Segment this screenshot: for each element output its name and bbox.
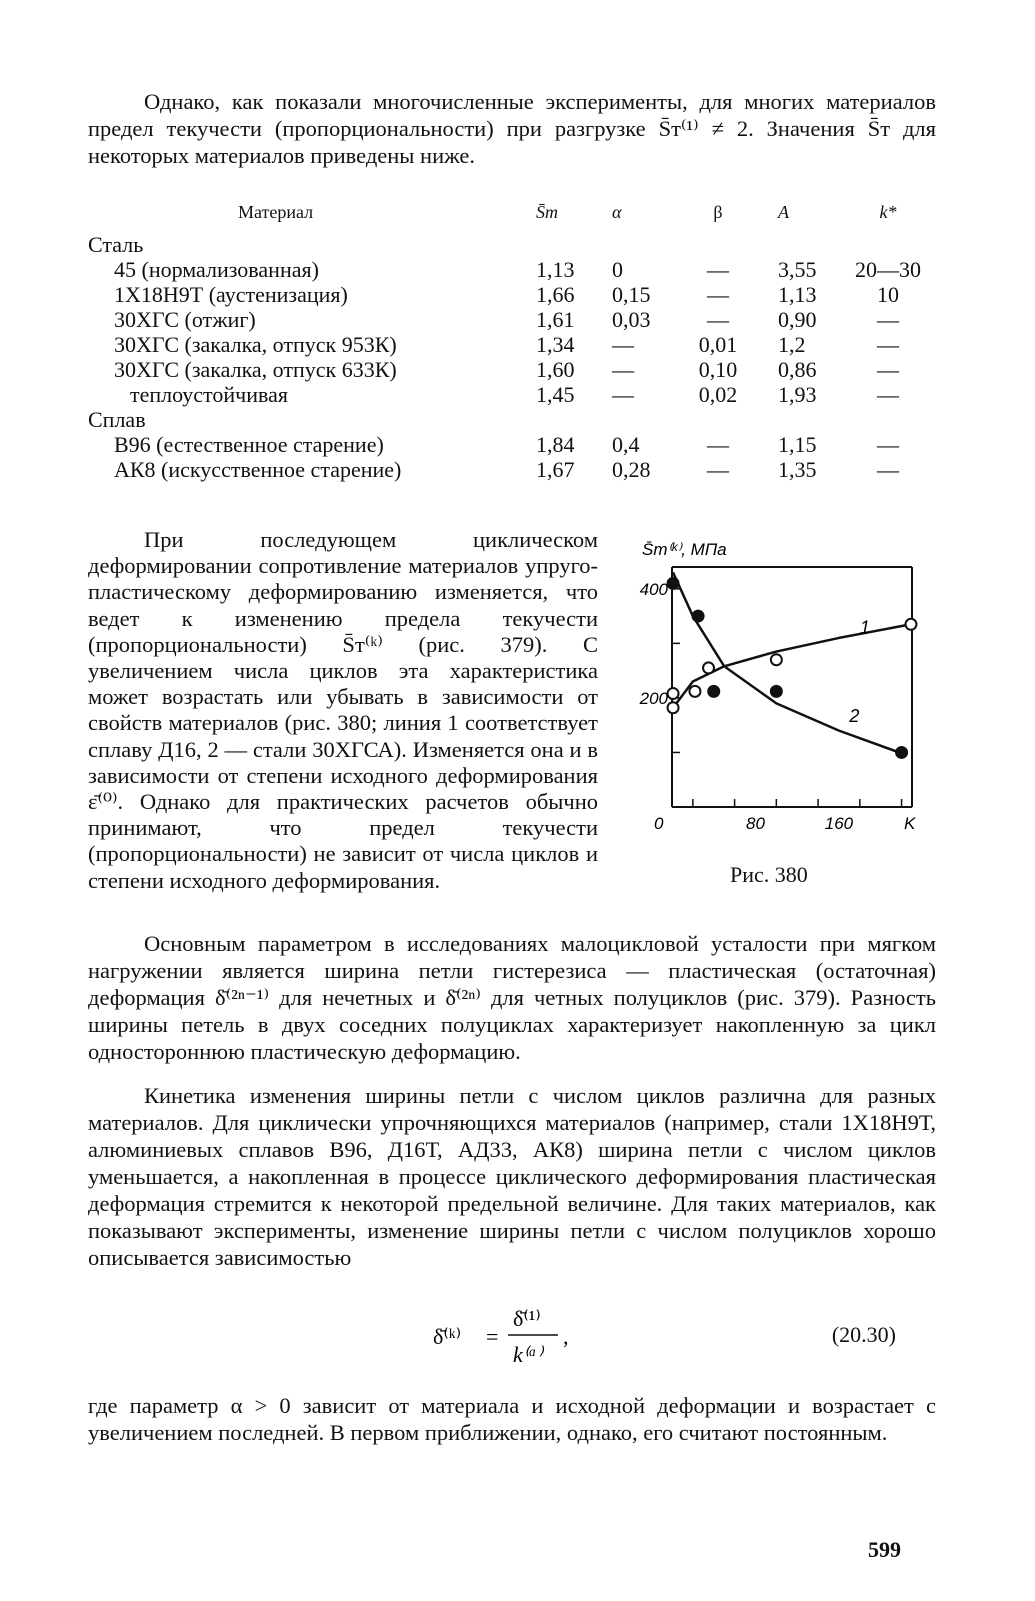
data-point-series-1 bbox=[668, 702, 679, 713]
table-group-title: Сплав bbox=[88, 407, 146, 432]
y-axis-label: S̄т⁽ᵏ⁾, МПа bbox=[642, 540, 727, 559]
x-tick-label: 80 bbox=[746, 814, 765, 833]
data-point-series-1 bbox=[668, 688, 679, 699]
header-alpha: α bbox=[612, 202, 622, 222]
header-st: S̄т bbox=[536, 202, 558, 222]
formula-comma: , bbox=[563, 1324, 569, 1349]
yield-limit-chart bbox=[620, 527, 940, 867]
table-row: 30ХГС (закалка, отпуск 633К) 1,60 — 0,10 0,86 — bbox=[114, 357, 899, 382]
chart-axes bbox=[672, 567, 912, 807]
table-row: 45 (нормализованная) 1,13 0 — 3,55 20—30 bbox=[114, 257, 921, 282]
header-k: k* bbox=[879, 202, 897, 222]
header-beta: β bbox=[713, 202, 723, 222]
header-material: Материал bbox=[238, 202, 314, 222]
y-tick-label: 400 bbox=[639, 579, 668, 599]
formula-lhs: δ̄⁽ᵏ⁾ bbox=[433, 1324, 462, 1349]
data-point-series-1 bbox=[905, 619, 916, 630]
materials-table bbox=[88, 200, 948, 482]
formula-20-30 bbox=[88, 1300, 936, 1370]
page-number: 599 bbox=[868, 1537, 901, 1562]
y-tick-label: 200 bbox=[639, 688, 668, 708]
figure-caption: Рис. 380 bbox=[730, 862, 808, 887]
table-row: теплоустойчивая 1,45 — 0,02 1,93 — bbox=[130, 382, 899, 407]
data-point-series-2 bbox=[693, 611, 704, 622]
x-axis-label: K bbox=[904, 814, 916, 833]
table-header bbox=[88, 200, 948, 232]
table-row: 30ХГС (закалка, отпуск 953К) 1,34 — 0,01 1,2 — bbox=[114, 332, 899, 357]
data-point-series-2 bbox=[668, 578, 679, 589]
intro-paragraph: Однако, как показали многочисленные эксперименты, для многих материалов предел текучести (пропорциональности) при разгрузке S̄т⁽¹⁾ ≠ 2. Значения S̄т для некоторых материалов приведены ниже. bbox=[88, 89, 936, 168]
table-row: 30ХГС (отжиг) 1,61 0,03 — 0,90 — bbox=[114, 307, 899, 332]
basic-parameter-paragraph: Основным параметром в исследованиях малоцикловой усталости при мягком нагружении является ширина петли гистерезиса — пластическая (остаточная) деформация δ̄⁽²ⁿ⁻¹⁾ для нечетных и δ̄⁽²ⁿ⁾ для четных полуциклов (рис. 379). Разность ширины петель в двух соседних полуциклах характеризует накопленную за цикл одностороннюю пластическую деформацию. bbox=[88, 931, 936, 1064]
header-A: A bbox=[778, 202, 789, 222]
table-row: 1Х18Н9Т (аустенизация) 1,66 0,15 — 1,13 10 bbox=[114, 282, 899, 307]
data-point-series-1 bbox=[689, 686, 700, 697]
kinetics-paragraph: Кинетика изменения ширины петли с числом циклов различна для разных материалов. Для циклически упрочняющихся материалов (например, стали 1Х18Н9Т, алюминиевых сплавов В96, Д16Т, АД33, АК8) ширина петли с числом циклов уменьшается, а накопленная в процессе циклического деформирования пластическая деформация стремится к некоторой предельной величине. Для таких материалов, как показывают эксперименты, изменение ширины петли с числом полуциклов хорошо описывается зависимостью bbox=[88, 1083, 936, 1270]
formula-numerator: δ̄⁽¹⁾ bbox=[513, 1306, 541, 1331]
cyclic-deformation-paragraph: При последующем циклическом деформировании сопротивление материалов упруго-пластическому деформированию изменяется, что ведет к изменению предела текучести (пропорциональности) S̄т⁽ᵏ⁾ (рис. 379). С увеличением числа циклов эта характеристика может возрастать или убывать в зависимости от свойств материалов (рис. 380; линия 1 соответствует сплаву Д16, 2 — стали 30ХГСА). Изменяется она и в зависимости от степени исходного деформирования ε̄⁽⁰⁾. Однако для практических расчетов обычно принимают, что предел текучести (пропорциональности) не зависит от числа циклов и степени исходного деформирования. bbox=[88, 527, 598, 893]
figure-380 bbox=[620, 527, 940, 907]
curve-2-label: 2 bbox=[849, 705, 860, 726]
data-point-series-2 bbox=[708, 686, 719, 697]
origin-label: 0 bbox=[654, 814, 664, 833]
where-paragraph: где параметр α > 0 зависит от материала и исходной деформации и возрастает с увеличением последней. В первом приближении, однако, его считают постоянным. bbox=[88, 1393, 936, 1445]
formula-equals: = bbox=[486, 1324, 499, 1349]
formula-expression bbox=[428, 1302, 678, 1372]
data-point-series-1 bbox=[771, 654, 782, 665]
table-row: В96 (естественное старение) 1,84 0,4 — 1,15 — bbox=[114, 432, 899, 457]
x-tick-label: 160 bbox=[824, 814, 854, 833]
table-row: АК8 (искусственное старение) 1,67 0,28 — 1,35 — bbox=[114, 457, 899, 482]
chart-points bbox=[668, 578, 917, 758]
curve-1-label: 1 bbox=[859, 617, 870, 638]
data-point-series-1 bbox=[703, 662, 714, 673]
data-point-series-2 bbox=[771, 686, 782, 697]
data-point-series-2 bbox=[896, 747, 907, 758]
formula-denominator: k⁽ᵅ⁾ bbox=[513, 1342, 543, 1367]
formula-number: (20.30) bbox=[831, 1322, 896, 1347]
table-group-title: Сталь bbox=[88, 232, 144, 257]
